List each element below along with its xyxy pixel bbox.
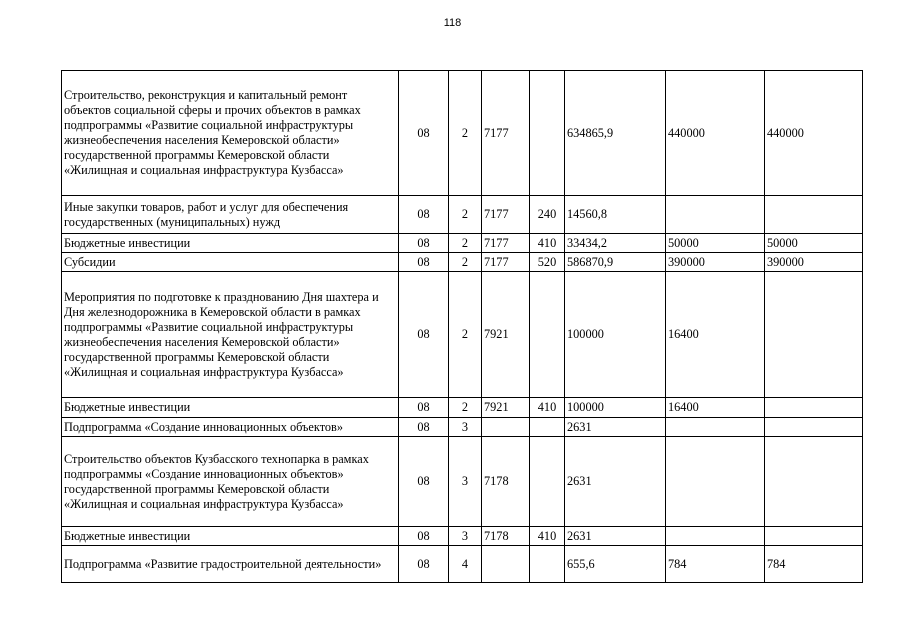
expense-type-cell: 410 — [530, 234, 565, 253]
amount-1-cell: 634865,9 — [565, 71, 666, 196]
amount-2-cell — [666, 527, 765, 546]
section-cell: 08 — [399, 546, 449, 583]
section-cell: 08 — [399, 398, 449, 418]
program-cell: 2 — [449, 272, 482, 398]
row-name-cell: Иные закупки товаров, работ и услуг для обеспечения государственных (муниципальных) нужд — [62, 196, 399, 234]
row-name-cell: Подпрограмма «Создание инновационных объектов» — [62, 418, 399, 437]
program-cell: 2 — [449, 196, 482, 234]
program-cell: 2 — [449, 234, 482, 253]
amount-3-cell: 440000 — [765, 71, 863, 196]
amount-2-cell — [666, 418, 765, 437]
expense-type-cell — [530, 272, 565, 398]
article-cell: 7177 — [482, 234, 530, 253]
table-row — [62, 527, 863, 546]
expense-type-cell: 410 — [530, 398, 565, 418]
table-row — [62, 546, 863, 583]
article-cell — [482, 418, 530, 437]
expense-type-cell — [530, 546, 565, 583]
program-cell: 3 — [449, 527, 482, 546]
table-row — [62, 398, 863, 418]
program-cell: 3 — [449, 437, 482, 527]
table-row — [62, 234, 863, 253]
amount-1-cell: 14560,8 — [565, 196, 666, 234]
section-cell: 08 — [399, 196, 449, 234]
row-name-cell: Строительство объектов Кузбасского технопарка в рамках подпрограммы «Создание инновационных объектов» государственной программы Кемеровской области «Жилищная и социальная инфраструктура Кузбасса» — [62, 437, 399, 527]
expense-type-cell: 410 — [530, 527, 565, 546]
section-cell: 08 — [399, 253, 449, 272]
amount-1-cell: 100000 — [565, 272, 666, 398]
program-cell: 2 — [449, 253, 482, 272]
row-name-cell: Бюджетные инвестиции — [62, 234, 399, 253]
amount-1-cell: 2631 — [565, 527, 666, 546]
amount-2-cell: 16400 — [666, 272, 765, 398]
article-cell: 7921 — [482, 272, 530, 398]
program-cell: 4 — [449, 546, 482, 583]
amount-3-cell — [765, 272, 863, 398]
amount-2-cell: 50000 — [666, 234, 765, 253]
table-row — [62, 196, 863, 234]
table-row — [62, 418, 863, 437]
amount-1-cell: 2631 — [565, 418, 666, 437]
row-name-cell: Мероприятия по подготовке к празднованию Дня шахтера и Дня железнодорожника в Кемеровской области в рамках подпрограммы «Развитие социальной инфраструктуры жизнеобеспечения населения Кемеровской области» государственной программы Кемеровской области «Жилищная и социальная инфраструктура Кузбасса» — [62, 272, 399, 398]
amount-2-cell: 440000 — [666, 71, 765, 196]
amount-2-cell: 16400 — [666, 398, 765, 418]
program-cell: 3 — [449, 418, 482, 437]
amount-2-cell: 784 — [666, 546, 765, 583]
section-cell: 08 — [399, 71, 449, 196]
amount-3-cell — [765, 398, 863, 418]
row-name-cell: Бюджетные инвестиции — [62, 527, 399, 546]
expense-type-cell: 520 — [530, 253, 565, 272]
expense-type-cell — [530, 71, 565, 196]
budget-table — [61, 70, 863, 583]
page-number: 118 — [443, 17, 462, 29]
amount-3-cell — [765, 196, 863, 234]
expense-type-cell — [530, 418, 565, 437]
amount-2-cell — [666, 196, 765, 234]
article-cell — [482, 546, 530, 583]
article-cell: 7177 — [482, 253, 530, 272]
table-row — [62, 253, 863, 272]
amount-1-cell: 2631 — [565, 437, 666, 527]
amount-3-cell — [765, 527, 863, 546]
section-cell: 08 — [399, 418, 449, 437]
table-row — [62, 437, 863, 527]
amount-3-cell — [765, 418, 863, 437]
article-cell: 7178 — [482, 527, 530, 546]
section-cell: 08 — [399, 527, 449, 546]
program-cell: 2 — [449, 398, 482, 418]
amount-2-cell: 390000 — [666, 253, 765, 272]
row-name-cell: Субсидии — [62, 253, 399, 272]
amount-1-cell: 586870,9 — [565, 253, 666, 272]
amount-3-cell — [765, 437, 863, 527]
expense-type-cell — [530, 437, 565, 527]
amount-1-cell: 655,6 — [565, 546, 666, 583]
article-cell: 7177 — [482, 196, 530, 234]
table-row — [62, 71, 863, 196]
row-name-cell: Подпрограмма «Развитие градостроительной деятельности» — [62, 546, 399, 583]
row-name-cell: Бюджетные инвестиции — [62, 398, 399, 418]
program-cell: 2 — [449, 71, 482, 196]
section-cell: 08 — [399, 437, 449, 527]
amount-2-cell — [666, 437, 765, 527]
amount-3-cell: 784 — [765, 546, 863, 583]
expense-type-cell: 240 — [530, 196, 565, 234]
article-cell: 7177 — [482, 71, 530, 196]
row-name-cell: Строительство, реконструкция и капитальный ремонт объектов социальной сферы и прочих объектов в рамках подпрограммы «Развитие социальной инфраструктуры жизнеобеспечения населения Кемеровской области» государственной программы Кемеровской области «Жилищная и социальная инфраструктура Кузбасса» — [62, 71, 399, 196]
amount-1-cell: 100000 — [565, 398, 666, 418]
amount-1-cell: 33434,2 — [565, 234, 666, 253]
article-cell: 7921 — [482, 398, 530, 418]
amount-3-cell: 50000 — [765, 234, 863, 253]
table-row — [62, 272, 863, 398]
article-cell: 7178 — [482, 437, 530, 527]
section-cell: 08 — [399, 272, 449, 398]
section-cell: 08 — [399, 234, 449, 253]
amount-3-cell: 390000 — [765, 253, 863, 272]
